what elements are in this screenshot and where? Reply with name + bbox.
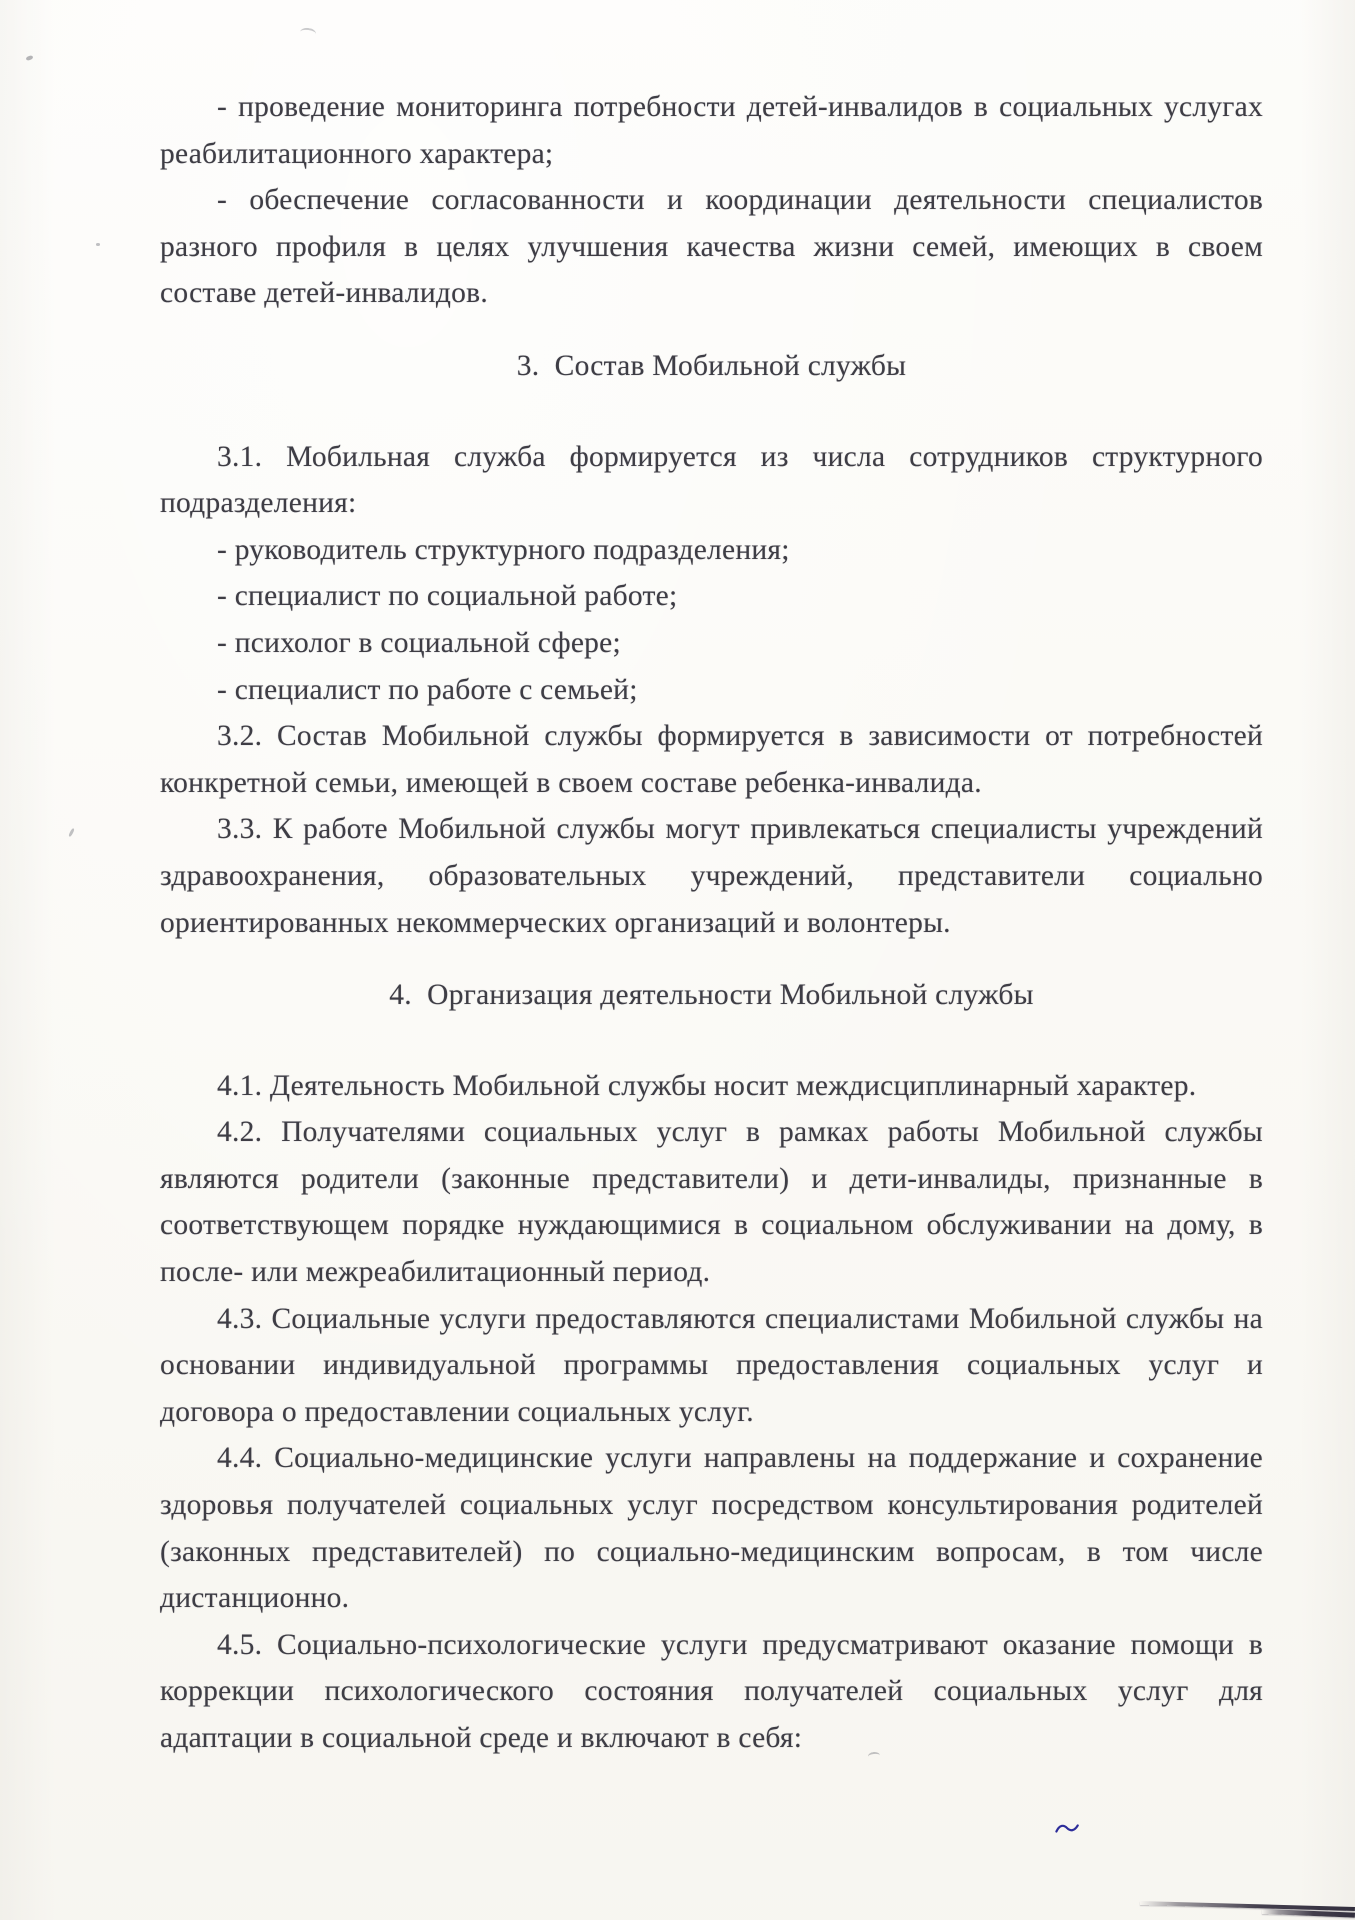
paragraph: 3.1. Мобильная служба формируется из числа сотрудников структурного подразделения: xyxy=(160,440,1263,520)
list-item: - специалист по работе с семьей; xyxy=(217,673,638,706)
list-item: - специалист по социальной работе; xyxy=(217,580,678,613)
list-item: - психолог в социальной сфере; xyxy=(217,626,621,659)
paragraph: 4.2. Получателями социальных услуг в рамках работы Мобильной службы являются родители (законные представители) и дети-инвалиды, признанные в соответствующем порядке нуждающимися в социальном обслуживании на дому, в после- или межреабилитационный период. xyxy=(160,1116,1263,1289)
paper-speck xyxy=(299,27,316,39)
document-body xyxy=(160,84,1263,1762)
paragraph: - проведение мониторинга потребности детей-инвалидов в социальных услугах реабилитационного характера; xyxy=(160,91,1263,170)
paragraph: 3.3. К работе Мобильной службы могут привлекаться специалисты учреждений здравоохранения, образовательных учреждений, представители социально ориентированных некоммерческих организаций и волонтеры. xyxy=(160,813,1263,939)
paragraph: 4.5. Социально-психологические услуги предусматривают оказание помощи в коррекции психологического состояния получателей социальных услуг для адаптации в социальной среде и включают в себя: xyxy=(160,1628,1263,1754)
paper-speck xyxy=(26,55,34,61)
paragraph: 4.4. Социально-медицинские услуги направлены на поддержание и сохранение здоровья получателей социальных услуг посредством консультирования родителей (законных представителей) по социально-медицинским вопросам, в том числе дистанционно. xyxy=(160,1442,1263,1615)
section-heading: 3. Состав Мобильной службы xyxy=(516,349,907,382)
scan-edge-line xyxy=(1140,1901,1355,1911)
pen-squiggle xyxy=(1053,1820,1080,1836)
section-heading: 4. Организация деятельности Мобильной службы xyxy=(389,979,1034,1012)
paragraph: 4.1. Деятельность Мобильной службы носит междисциплинарный характер. xyxy=(217,1069,1197,1102)
paragraph: - обеспечение согласованности и координации деятельности специалистов разного профиля в целях улучшения качества жизни семей, имеющих в своем составе детей-инвалидов. xyxy=(160,184,1263,310)
paper-speck xyxy=(96,243,100,246)
paragraph: 4.3. Социальные услуги предоставляются специалистами Мобильной службы на основании индивидуальной программы предоставления социальных услуг и договора о предоставлении социальных услуг. xyxy=(160,1302,1263,1428)
paragraph: 3.2. Состав Мобильной службы формируется в зависимости от потребностей конкретной семьи, имеющей в своем составе ребенка-инвалида. xyxy=(160,720,1263,799)
list-item: - руководитель структурного подразделения; xyxy=(217,533,790,566)
pen-mark xyxy=(68,828,75,837)
